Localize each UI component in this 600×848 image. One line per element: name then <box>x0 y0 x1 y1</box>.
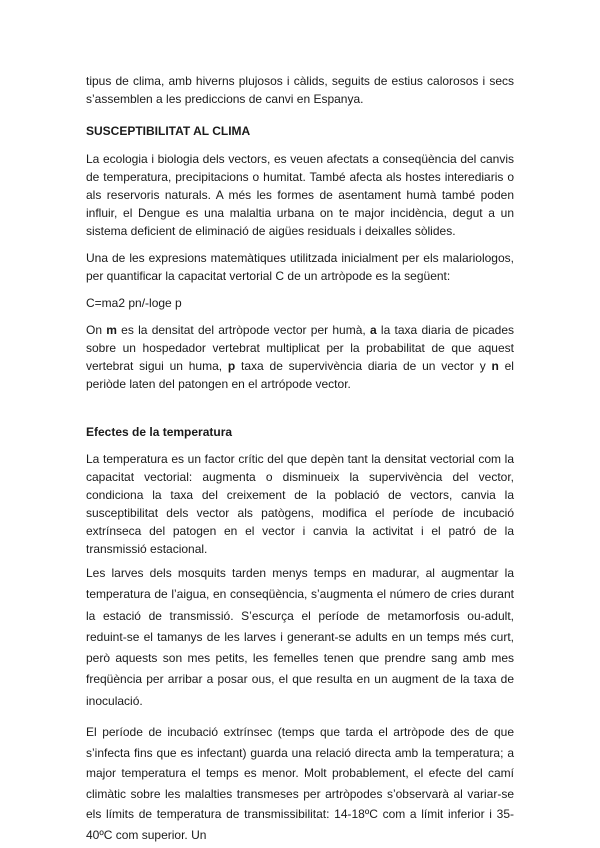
document-page <box>86 72 514 845</box>
var-n: n <box>491 359 499 373</box>
paragraph-ecologia: La ecologia i biologia dels vectors, es veuen afectats a conseqüència del canvis de temperatura, precipitacions o humitat. També afecta als hostes interediaris o als reservoris naturals. A més les formes de asentament humà també poden influir, el Dengue es una malaltia urbana on te major incidència, degut a un sistema deficient de eliminació de aigües residuals i deixalles sòlides. <box>86 152 514 238</box>
section-heading-susceptibilitat: SUSCEPTIBILITAT AL CLIMA <box>86 124 251 138</box>
section-heading-temperatura: Efectes de la temperatura <box>86 425 233 439</box>
paragraph-incubacio: El període de incubació extrínsec (temps que tarda el artròpode des de que s’infecta fins que es infectant) guarda una relació directa amb la temperatura; a major temperatura el temps es menor. Molt probablement, el efecte del camí climàtic sobre les malalties transmeses per artròpodes s’observarà al variar-se els límits de temperatura de transmissibilitat: 14-18ºC com a límit inferior i 35-40ºC com superior. Un <box>86 725 514 842</box>
paragraph-larves: Les larves dels mosquits tarden menys temps en madurar, al augmentar la temperatura de l’aigua, en conseqüència, s’augmenta el número de cries durant la estació de transmissió. S’escurça el període de metamorfosis ou-adult, reduint-se el tamanys de les larves i generant-se adults en un temps més curt, però aquests son mes petits, les femelles tenen que prendre sang amb mes freqüència per arribar a posar ous, el que resulta en un augment de la taxa de inoculació. <box>86 566 514 708</box>
var-a: a <box>369 323 377 337</box>
var-p: p <box>227 359 236 373</box>
paragraph-definitions: On m es la densitat del artròpode vector per humà, a la taxa diaria de picades sobre un hospedador vertebrat multiplicat per la probabilitat de que aquest vertebrat sigui un huma, p taxa de supervivència diaria de un vector y n el periòde laten del patongen en el artrópode vector. <box>86 323 515 391</box>
paragraph-expresions: Una de les expresions matemàtiques utilitzada inicialment per els malariologos, per quantificar la capacitat vertorial C de un artròpode es la següent: <box>86 251 514 283</box>
var-m: m <box>106 323 117 337</box>
paragraph-temperatura: La temperatura es un factor crític del que depèn tant la densitat vectorial com la capacitat vectorial: augmenta o disminueix la supervivència del vector, condiciona la taxa del creixement de la població de vectors, canvia la susceptibilitat dels vector als patògens, modifica el període de incubació extrínseca del patogen en el vector i canvia la activitat i el patró de la transmissió estacional. <box>86 452 514 556</box>
intro-paragraph: tipus de clima, amb hiverns plujosos i càlids, seguits de estius calorosos i secs s’assemblen a les prediccions de canvi en Espanya. <box>86 74 514 106</box>
formula: C=ma2 pn/-loge p <box>86 296 182 310</box>
